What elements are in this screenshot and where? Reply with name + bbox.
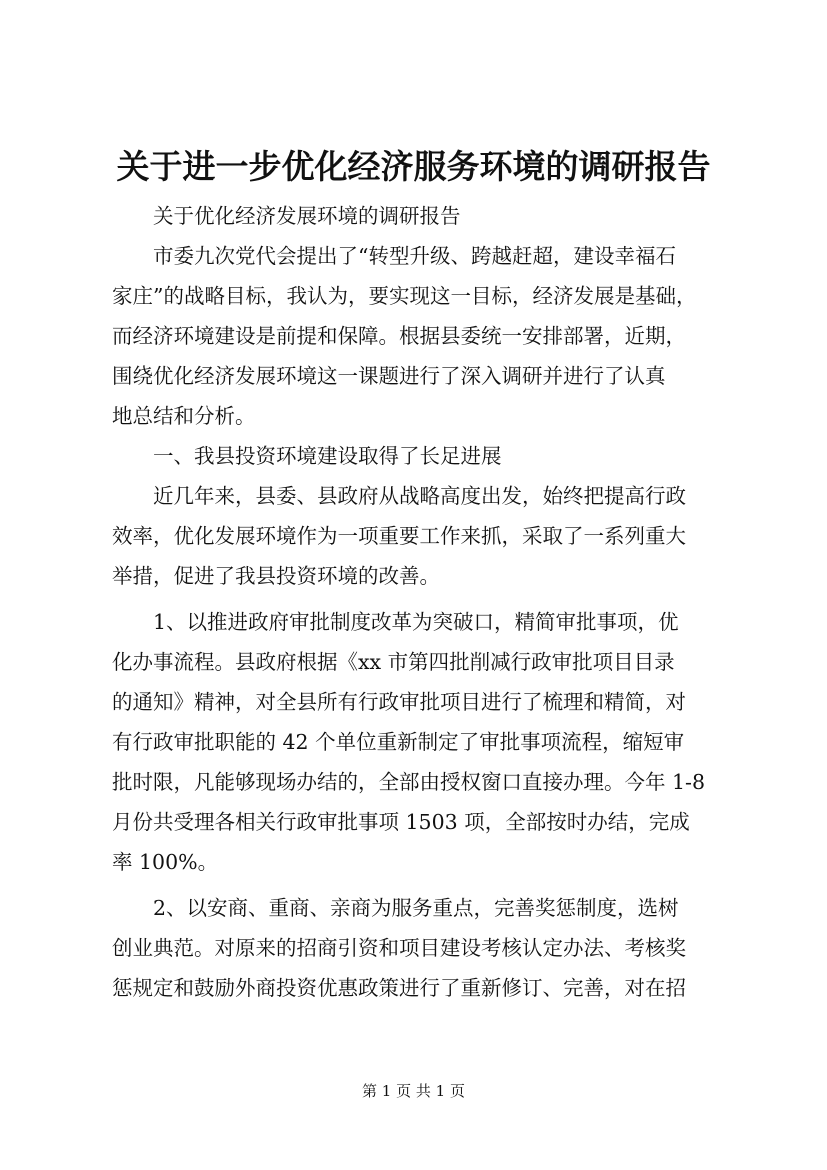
document-title: 关于进一步优化经济服务环境的调研报告 bbox=[116, 147, 711, 186]
subtitle-line: 关于优化经济发展环境的调研报告 bbox=[153, 204, 461, 228]
paragraph-line: 化办事流程。县政府根据《xx 市第四批削减行政审批项目目录 bbox=[112, 650, 675, 674]
paragraph-line: 围绕优化经济发展环境这一课题进行了深入调研并进行了认真 bbox=[112, 364, 666, 388]
paragraph-line: 1、以推进政府审批制度改革为突破口，精简审批事项，优 bbox=[153, 610, 679, 634]
paragraph-line: 有行政审批职能的 42 个单位重新制定了审批事项流程，缩短审 bbox=[112, 730, 685, 754]
document-body bbox=[112, 196, 740, 1008]
paragraph-line: 效率，优化发展环境作为一项重要工作来抓，采取了一系列重大 bbox=[112, 524, 686, 548]
paragraph-line: 家庄”的战略目标，我认为，要实现这一目标，经济发展是基础， bbox=[112, 284, 697, 308]
paragraph-line: 创业典范。对原来的招商引资和项目建设考核认定办法、考核奖 bbox=[112, 936, 686, 960]
paragraph-line: 率 100%。 bbox=[112, 850, 219, 874]
paragraph-line: 2、以安商、重商、亲商为服务重点，完善奖惩制度，选树 bbox=[153, 896, 679, 920]
paragraph-line: 地总结和分析。 bbox=[112, 404, 256, 428]
section-heading: 一、我县投资环境建设取得了长足进展 bbox=[153, 444, 502, 468]
paragraph-line: 举措，促进了我县投资环境的改善。 bbox=[112, 564, 440, 588]
paragraph-line: 月份共受理各相关行政审批事项 1503 项，全部按时办结，完成 bbox=[112, 810, 690, 834]
paragraph-line: 而经济环境建设是前提和保障。根据县委统一安排部署，近期， bbox=[112, 324, 686, 348]
paragraph-line: 批时限，凡能够现场办结的，全部由授权窗口直接办理。今年 1-8 bbox=[112, 770, 706, 794]
paragraph-line: 近几年来，县委、县政府从战略高度出发，始终把提高行政 bbox=[153, 484, 686, 508]
paragraph-line: 市委九次党代会提出了“转型升级、跨越赶超，建设幸福石 bbox=[153, 244, 676, 268]
paragraph-line: 的通知》精神，对全县所有行政审批项目进行了梳理和精简，对 bbox=[112, 690, 686, 714]
paragraph-line: 惩规定和鼓励外商投资优惠政策进行了重新修订、完善，对在招 bbox=[112, 976, 686, 1000]
page-number-footer: 第 1 页 共 1 页 bbox=[362, 1082, 465, 1100]
